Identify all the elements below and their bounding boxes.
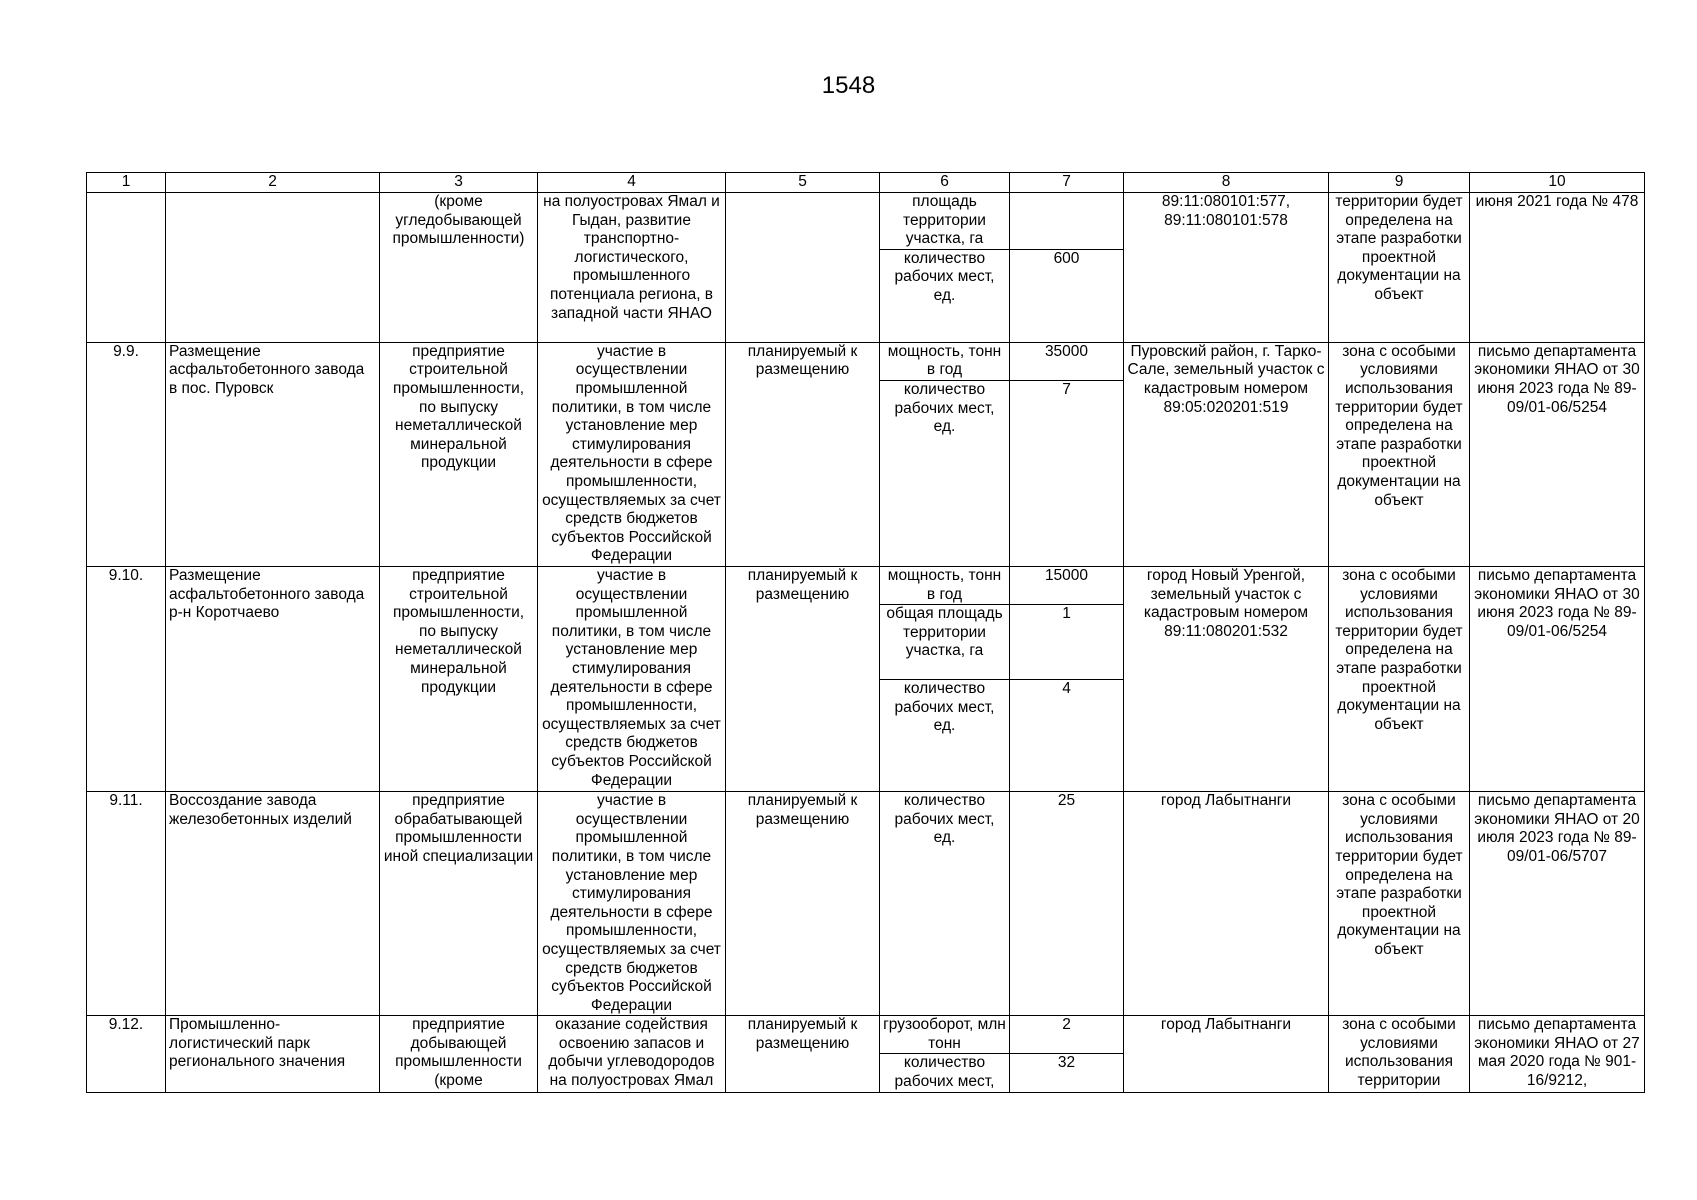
location-cell: город Лабытнанги — [1124, 792, 1329, 1016]
object-type-cell: предприятие обрабатывающей промышленности иной специализации — [380, 792, 538, 1016]
object-type-cell: предприятие строительной промышленности, по выпуску неметаллической минеральной продукции — [380, 566, 538, 791]
column-header: 5 — [726, 173, 880, 193]
object-type-cell: предприятие добывающей промышленности (кроме — [380, 1016, 538, 1092]
column-header: 3 — [380, 173, 538, 193]
column-header: 8 — [1124, 173, 1329, 193]
status-cell: планируемый к размещению — [726, 566, 880, 791]
metric-value-cell: 7 — [1010, 380, 1124, 566]
object-goal-cell: участие в осуществлении промышленной политики, в том числе установление мер стимулирования деятельности в сфере промышленности, осуществляемых за счет средств бюджетов субъектов Российской Федерации — [538, 792, 726, 1016]
object-goal-cell: на полуостровах Ямал и Гыдан, развитие транспортно-логистического, промышленного потенциала региона, в западной части ЯНАО — [538, 193, 726, 343]
metric-label-cell: количество рабочих мест, ед. — [880, 792, 1010, 1016]
object-name-cell: Размещение асфальтобетонного завода р-н Коротчаево — [166, 566, 380, 791]
metric-label-cell: мощность, тонн в год — [880, 566, 1010, 604]
location-cell: город Новый Уренгой, земельный участок с кадастровым номером 89:11:080201:532 — [1124, 566, 1329, 791]
metric-value-cell: 1 — [1010, 605, 1124, 680]
object-name-cell: Промышленно-логистический парк регионального значения — [166, 1016, 380, 1092]
metric-label-cell: количество рабочих мест, ед. — [880, 680, 1010, 792]
column-header: 9 — [1329, 173, 1470, 193]
basis-cell: июня 2021 года № 478 — [1470, 193, 1645, 343]
column-header: 2 — [166, 173, 380, 193]
metric-value-cell: 35000 — [1010, 342, 1124, 380]
object-type-cell: (кроме угледобывающей промышленности) — [380, 193, 538, 343]
metric-label-cell: грузооборот, млн тонн — [880, 1016, 1010, 1054]
row-number-cell: 9.12. — [87, 1016, 166, 1092]
column-header: 7 — [1010, 173, 1124, 193]
metric-value-cell: 32 — [1010, 1054, 1124, 1092]
metric-label-cell: общая площадь территории участка, га — [880, 605, 1010, 680]
metric-label-cell: количество рабочих мест, ед. — [880, 380, 1010, 566]
zone-cell: территории будет определена на этапе разработки проектной документации на объект — [1329, 193, 1470, 343]
object-goal-cell: участие в осуществлении промышленной политики, в том числе установление мер стимулирования деятельности в сфере промышленности, осуществляемых за счет средств бюджетов субъектов Российской Федерации — [538, 342, 726, 566]
row-number-cell: 9.11. — [87, 792, 166, 1016]
metric-value-cell — [1010, 193, 1124, 250]
status-cell: планируемый к размещению — [726, 792, 880, 1016]
status-cell — [726, 193, 880, 343]
column-header: 10 — [1470, 173, 1645, 193]
basis-cell: письмо департамента экономики ЯНАО от 30 июня 2023 года № 89-09/01-06/5254 — [1470, 566, 1645, 791]
basis-cell: письмо департамента экономики ЯНАО от 20 июля 2023 года № 89-09/01-06/5707 — [1470, 792, 1645, 1016]
location-cell: 89:11:080101:577, 89:11:080101:578 — [1124, 193, 1329, 343]
column-header: 6 — [880, 173, 1010, 193]
object-goal-cell: участие в осуществлении промышленной политики, в том числе установление мер стимулирования деятельности в сфере промышленности, осуществляемых за счет средств бюджетов субъектов Российской Федерации — [538, 566, 726, 791]
metric-label-cell: площадь территории участка, га — [880, 193, 1010, 250]
metric-value-cell: 600 — [1010, 249, 1124, 342]
object-goal-cell: оказание содействия освоению запасов и добычи углеводородов на полуостровах Ямал — [538, 1016, 726, 1092]
zone-cell: зона с особыми условиями использования территории — [1329, 1016, 1470, 1092]
metric-label-cell: количество рабочих мест, — [880, 1054, 1010, 1092]
row-number-cell — [87, 193, 166, 343]
zone-cell: зона с особыми условиями использования территории будет определена на этапе разработки проектной документации на объект — [1329, 342, 1470, 566]
table-row — [87, 566, 1645, 604]
object-name-cell — [166, 193, 380, 343]
header-row — [87, 173, 1645, 193]
column-header: 4 — [538, 173, 726, 193]
status-cell: планируемый к размещению — [726, 1016, 880, 1092]
location-cell: город Лабытнанги — [1124, 1016, 1329, 1092]
row-number-cell: 9.10. — [87, 566, 166, 791]
metric-value-cell: 2 — [1010, 1016, 1124, 1054]
basis-cell: письмо департамента экономики ЯНАО от 27 мая 2020 года № 901-16/9212, — [1470, 1016, 1645, 1092]
location-cell: Пуровский район, г. Тарко-Сале, земельный участок с кадастровым номером 89:05:020201:519 — [1124, 342, 1329, 566]
page-number: 1548 — [821, 72, 876, 99]
register-table — [86, 172, 1645, 1093]
table-row — [87, 792, 1645, 1016]
zone-cell: зона с особыми условиями использования территории будет определена на этапе разработки проектной документации на объект — [1329, 792, 1470, 1016]
table-row — [87, 342, 1645, 380]
metric-value-cell: 15000 — [1010, 566, 1124, 604]
metric-value-cell: 4 — [1010, 680, 1124, 792]
row-number-cell: 9.9. — [87, 342, 166, 566]
zone-cell: зона с особыми условиями использования территории будет определена на этапе разработки проектной документации на объект — [1329, 566, 1470, 791]
column-header: 1 — [87, 173, 166, 193]
basis-cell: письмо департамента экономики ЯНАО от 30 июня 2023 года № 89-09/01-06/5254 — [1470, 342, 1645, 566]
metric-label-cell: количество рабочих мест, ед. — [880, 249, 1010, 342]
object-name-cell: Воссоздание завода железобетонных изделий — [166, 792, 380, 1016]
table-row — [87, 193, 1645, 250]
metric-value-cell: 25 — [1010, 792, 1124, 1016]
object-name-cell: Размещение асфальтобетонного завода в пос. Пуровск — [166, 342, 380, 566]
object-type-cell: предприятие строительной промышленности, по выпуску неметаллической минеральной продукции — [380, 342, 538, 566]
status-cell: планируемый к размещению — [726, 342, 880, 566]
metric-label-cell: мощность, тонн в год — [880, 342, 1010, 380]
table-row — [87, 1016, 1645, 1054]
